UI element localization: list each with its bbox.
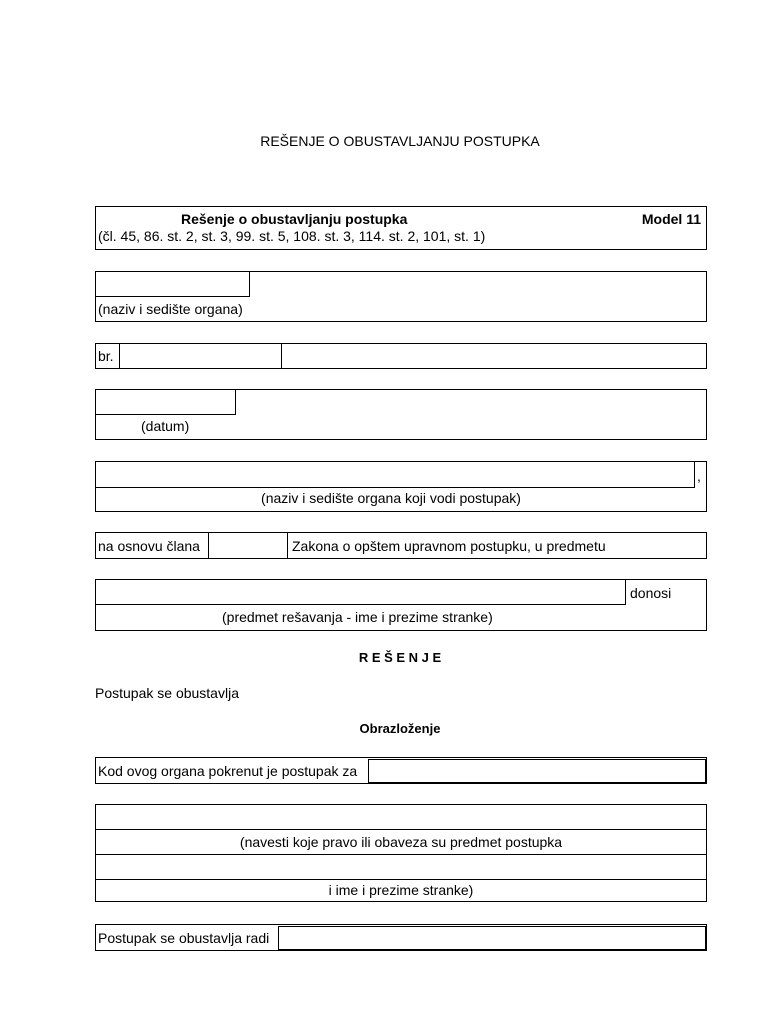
initiated-section bbox=[95, 757, 707, 784]
reasoning-heading: Obrazloženje bbox=[359, 721, 441, 736]
organ-section bbox=[95, 271, 707, 322]
legal-basis-section bbox=[95, 532, 707, 559]
number-label: br. bbox=[98, 348, 114, 364]
conducting-organ-input[interactable] bbox=[95, 461, 695, 488]
rights-input-2[interactable] bbox=[95, 854, 707, 880]
number-input[interactable] bbox=[119, 343, 282, 369]
reason-section bbox=[95, 924, 707, 951]
number-section bbox=[95, 343, 707, 369]
subject-caption: (predmet rešavanja - ime i prezime stranke) bbox=[222, 609, 493, 625]
organ-caption: (naziv i sedište organa) bbox=[98, 301, 243, 317]
organ-input[interactable] bbox=[95, 271, 250, 297]
initiated-label: Kod ovog organa pokrenut je postupak za bbox=[98, 763, 358, 779]
header-box bbox=[95, 206, 707, 250]
document-title: REŠENJE O OBUSTAVLJANJU POSTUPKA bbox=[260, 133, 540, 149]
reason-input[interactable] bbox=[278, 926, 706, 950]
rights-caption-2: i ime i prezime stranke) bbox=[328, 882, 474, 898]
conducting-organ-caption: (naziv i sedište organa koji vodi postupak) bbox=[261, 490, 521, 506]
date-input[interactable] bbox=[95, 389, 236, 415]
form-name: Rešenje o obustavljanju postupka bbox=[181, 211, 408, 227]
subject-section bbox=[95, 579, 707, 631]
decision-heading: R E Š E N J E bbox=[358, 650, 442, 665]
legal-references: (čl. 45, 86. st. 2, st. 3, 99. st. 5, 108. st. 3, 114. st. 2, 101, st. 1) bbox=[98, 228, 486, 244]
subject-suffix: donosi bbox=[630, 585, 672, 601]
legal-basis-suffix: Zakona o opštem upravnom postupku, u predmetu bbox=[292, 538, 606, 554]
reason-label: Postupak se obustavlja radi bbox=[98, 930, 270, 946]
subject-input[interactable] bbox=[95, 579, 626, 605]
date-section bbox=[95, 389, 707, 440]
rights-input-1[interactable] bbox=[95, 804, 707, 830]
model-number: Model 11 bbox=[641, 211, 701, 227]
initiated-input[interactable] bbox=[368, 759, 706, 783]
date-caption: (datum) bbox=[141, 418, 190, 434]
article-input[interactable] bbox=[208, 532, 288, 559]
rights-section bbox=[95, 804, 707, 902]
legal-basis-prefix: na osnovu člana bbox=[98, 538, 200, 554]
conducting-organ-section bbox=[95, 461, 707, 512]
decision-text: Postupak se obustavlja bbox=[95, 685, 239, 701]
conducting-organ-comma: , bbox=[697, 468, 701, 484]
rights-caption-1: (navesti koje pravo ili obaveza su predmet postupka bbox=[239, 834, 563, 850]
